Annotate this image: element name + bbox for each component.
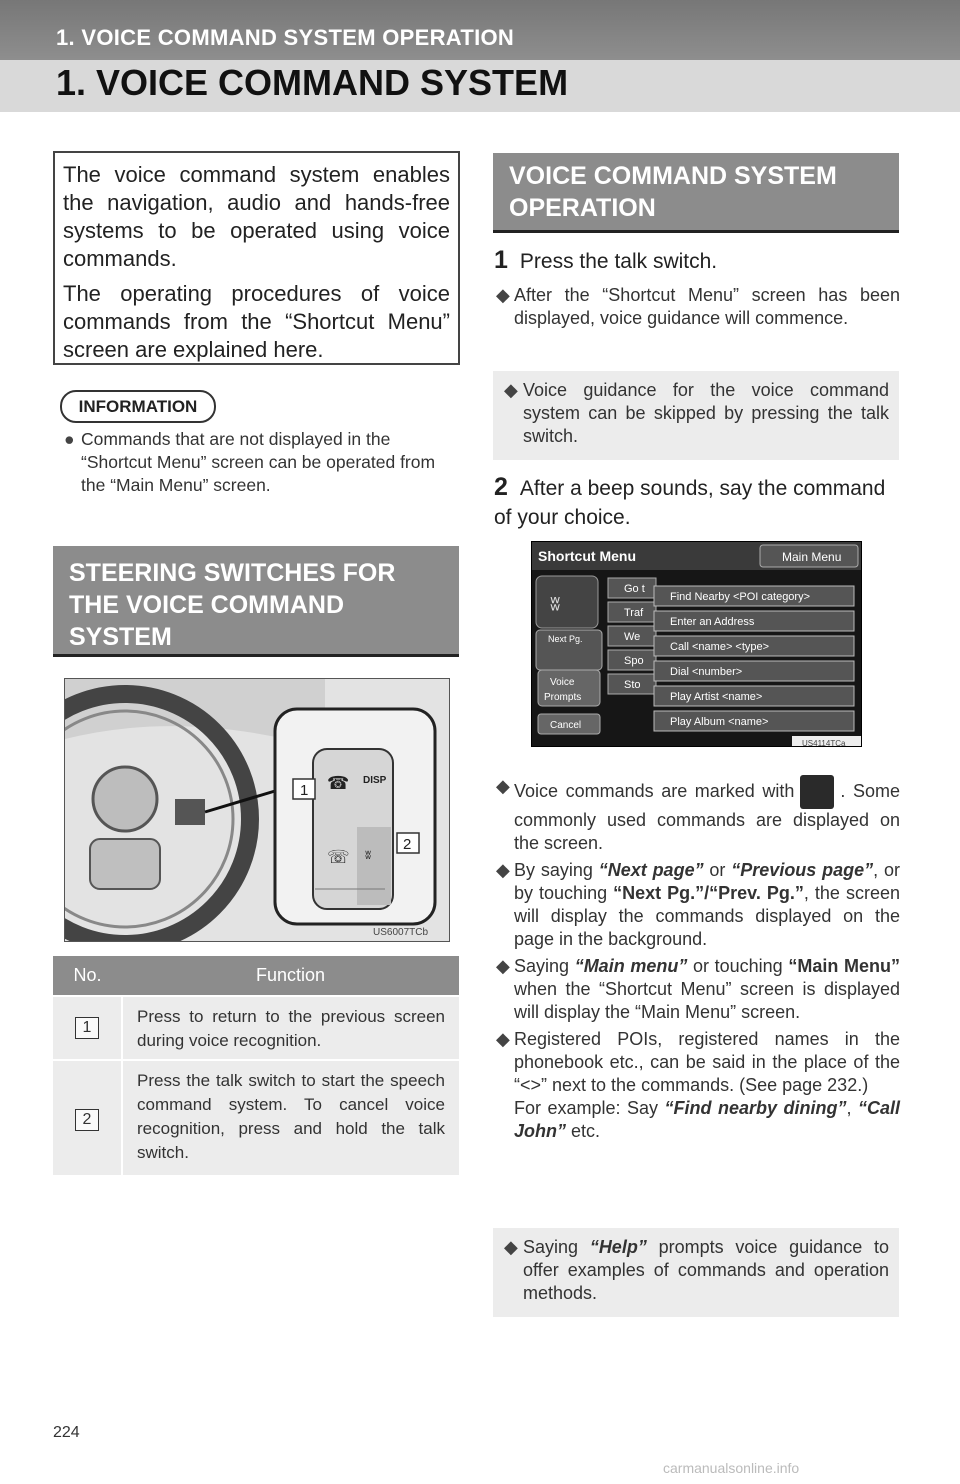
svg-text:US6007TCb: US6007TCb (373, 927, 429, 938)
svg-text:DISP: DISP (363, 775, 387, 786)
diamond-bullet-icon: ◆ (496, 956, 510, 976)
table-row (53, 1060, 459, 1175)
bullet-text: After the “Shortcut Menu” screen has been displayed, voice guidance will commence. (514, 285, 900, 328)
diamond-bullet-icon: ◆ (496, 1029, 510, 1049)
information-text: Commands that are not displayed in the “Shortcut Menu” screen can be operated from the “Main Menu” screen. (81, 429, 436, 495)
svg-text:ʬ: ʬ (550, 591, 561, 615)
voice-command-icon (800, 775, 834, 809)
diamond-bullet-icon: ◆ (504, 1237, 518, 1257)
svg-text:ʬ: ʬ (365, 848, 372, 862)
steering-switches-heading: STEERING SWITCHES FOR THE VOICE COMMAND SYSTEM (53, 546, 459, 657)
table-header-function: Function (122, 956, 459, 996)
svg-text:Spo: Spo (624, 655, 644, 667)
step-text: After a beep sounds, say the command of your choice. (494, 477, 886, 529)
diamond-bullet-icon: ◆ (504, 380, 518, 400)
svg-text:☎: ☎ (327, 773, 350, 794)
list-item: ◆ By saying “Next page” or “Previous page”, or by touching “Next Pg.”/“Prev. Pg.”, the screen will display the commands displayed on the page in the background. (496, 860, 900, 949)
note-box (493, 371, 899, 460)
svg-text:Prompts: Prompts (544, 692, 582, 703)
step-text: Press the talk switch. (519, 250, 718, 273)
svg-text:Cancel: Cancel (550, 720, 582, 731)
row-number-box: 2 (75, 1109, 99, 1131)
svg-text:Play Album <name>: Play Album <name> (670, 716, 769, 728)
list-item: ◆ Registered POIs, registered names in the phonebook etc., can be said in the place of the “<>” next to the commands. (See page 232.) For example: Say “Find nearby dining”, “Call John” etc. (496, 1029, 900, 1141)
svg-text:We: We (624, 631, 641, 643)
steering-switch-figure (64, 678, 450, 942)
svg-text:2: 2 (403, 836, 412, 853)
shortcut-menu-screenshot (531, 541, 862, 747)
watermark: carmanualsonline.info (663, 1460, 800, 1476)
function-table (53, 956, 459, 1175)
row-number-box: 1 (75, 1017, 99, 1039)
svg-text:Sto: Sto (624, 679, 641, 691)
svg-text:Voice: Voice (550, 677, 575, 688)
svg-text:Dial <number>: Dial <number> (670, 666, 743, 678)
section-label: 1. VOICE COMMAND SYSTEM OPERATION (56, 25, 515, 50)
steering-wheel-illustration (65, 679, 450, 942)
note-text: Voice guidance for the voice command system can be skipped by pressing the talk switch. (523, 380, 889, 446)
bullet-icon: ● (64, 429, 75, 449)
intro-paragraph-2: The operating procedures of voice commands from the “Shortcut Menu” screen are explained here. (63, 281, 450, 362)
step-1 (494, 246, 900, 276)
table-header-no: No. (53, 956, 122, 996)
svg-text:☏: ☏ (327, 847, 350, 868)
svg-text:Main Menu: Main Menu (782, 550, 842, 564)
voice-operation-heading: VOICE COMMAND SYSTEM OPERATION (493, 153, 899, 233)
information-tag: INFORMATION (60, 390, 216, 423)
intro-box (53, 151, 460, 365)
svg-text:Enter an Address: Enter an Address (670, 616, 755, 628)
svg-text:Traf: Traf (624, 607, 644, 619)
shortcut-menu-screen (532, 542, 862, 747)
page-number: 224 (53, 1424, 80, 1441)
intro-paragraph-1: The voice command system enables the navigation, audio and hands-free systems to be operated using voice commands. (63, 162, 450, 271)
function-cell: Press the talk switch to start the speech command system. To cancel voice recognition, press and hold the talk switch. (122, 1060, 459, 1175)
list-item: ◆ Saying “Main menu” or touching “Main Menu” when the “Shortcut Menu” screen is displayed will display the “Main Menu” screen. (496, 956, 900, 1022)
svg-text:Shortcut Menu: Shortcut Menu (538, 548, 636, 564)
svg-text:Next Pg.: Next Pg. (548, 634, 583, 644)
svg-text:US4114TCa: US4114TCa (802, 739, 846, 747)
diamond-bullet-icon: ◆ (496, 285, 510, 305)
function-cell: Press to return to the previous screen during voice recognition. (122, 996, 459, 1060)
step-number: 2 (494, 473, 508, 501)
step-1-notes (496, 284, 900, 334)
svg-text:Play Artist <name>: Play Artist <name> (670, 691, 763, 703)
svg-text:Go t: Go t (624, 583, 645, 595)
diamond-bullet-icon: ◆ (496, 776, 510, 796)
table-row (53, 996, 459, 1060)
information-note (64, 428, 456, 497)
step-2 (494, 473, 900, 532)
diamond-bullet-icon: ◆ (496, 860, 510, 880)
help-note-box: ◆ Saying “Help” prompts voice guidance to offer examples of commands and operation methods. (493, 1228, 899, 1317)
step-2-notes (496, 775, 900, 1147)
step-number: 1 (494, 246, 508, 274)
svg-text:1: 1 (300, 782, 309, 799)
svg-text:Find Nearby <POI category>: Find Nearby <POI category> (670, 591, 811, 603)
page-title: 1. VOICE COMMAND SYSTEM (56, 62, 569, 103)
list-item: ◆ Voice commands are marked with . Some commonly used commands are displayed on the screen. (496, 776, 900, 853)
svg-text:Call <name> <type>: Call <name> <type> (670, 641, 770, 653)
